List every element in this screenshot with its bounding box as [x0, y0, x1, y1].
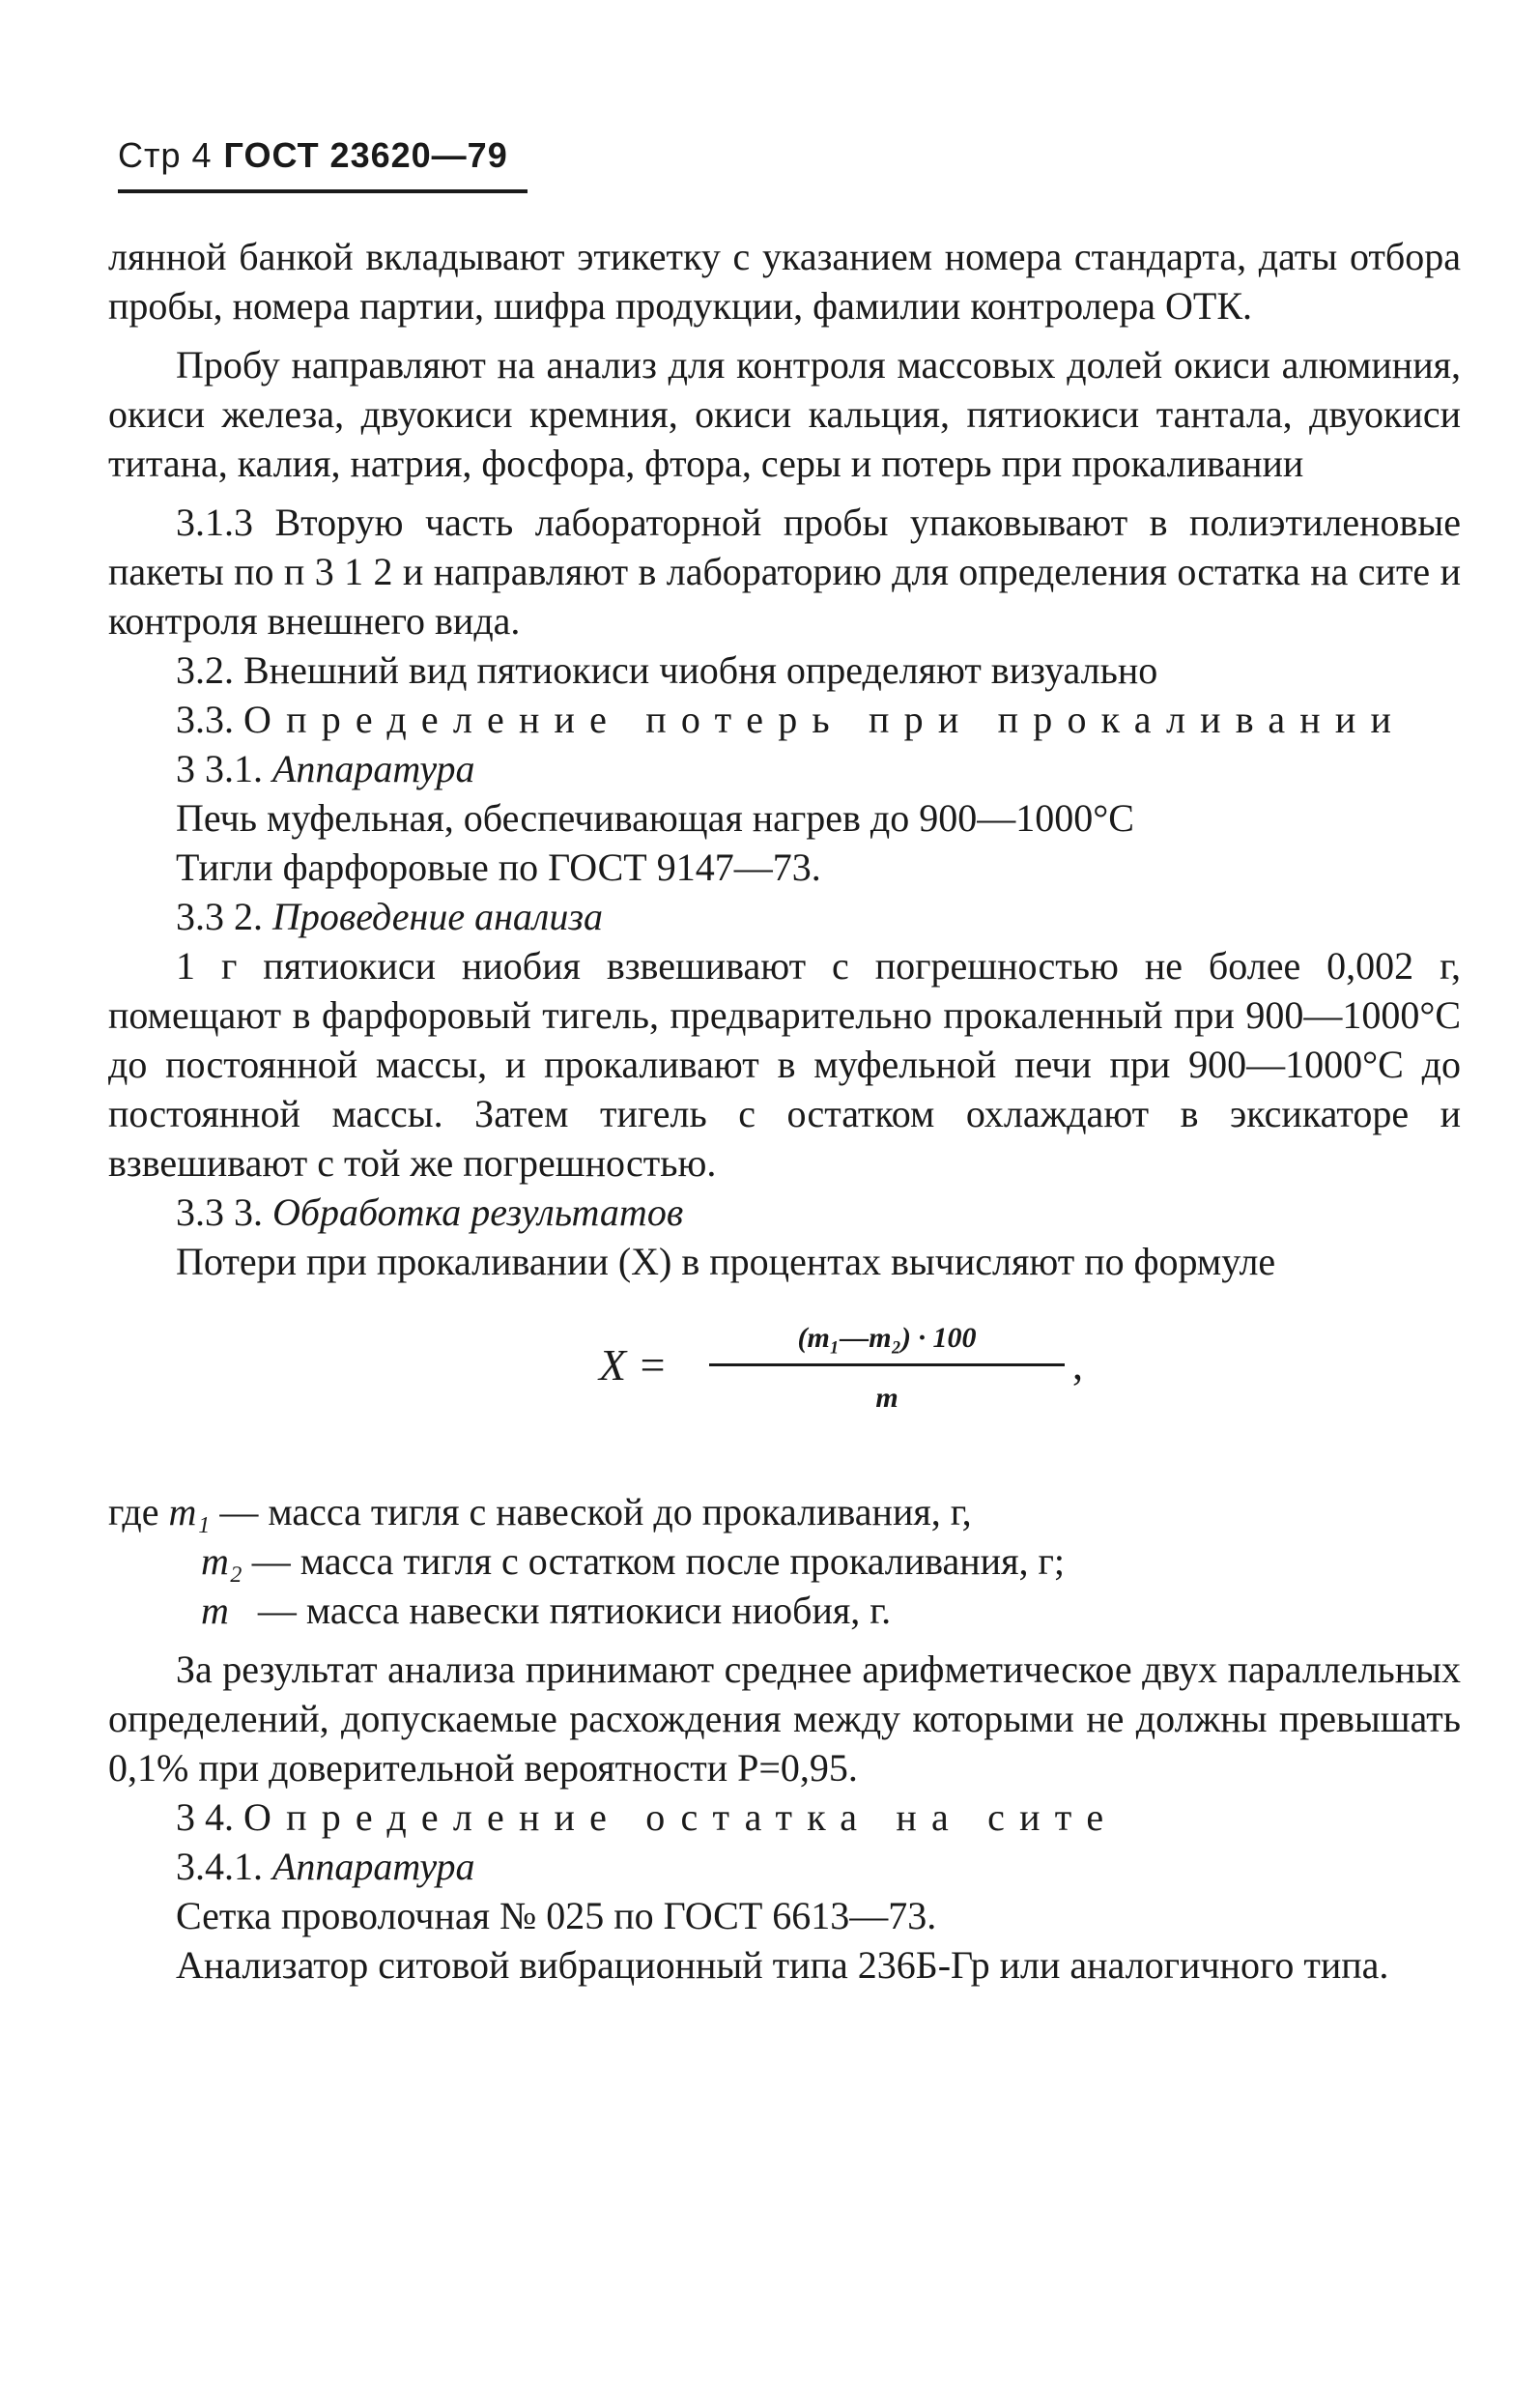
- section-3-3-3-heading: [108, 1188, 1461, 1237]
- paragraph-3-2: 3.2. Внешний вид пятиокиси чиобня определяют визуально: [176, 648, 1158, 692]
- header-rule: [118, 189, 528, 193]
- standard-designation: ГОСТ 23620—79: [223, 135, 508, 175]
- paragraph-procedure: 1 г пятиокиси ниобия взвешивают с погрешностью не более 0,002 г, помещают в фарфоровый тигель, предварительно прокаленный при 900—1000°С до постоянной массы, и прокаливают в муфельной печи при 900—1000°С до постоянной массы. Затем тигель с остатком охлаждают в эксикаторе и взвешивают с той же погрешностью.: [108, 944, 1461, 1185]
- formula-comma: ,: [1072, 1341, 1083, 1389]
- section-3-3-title: Определение потерь при прокаливании: [243, 698, 1407, 741]
- definition-m1: [108, 1487, 1461, 1536]
- definition-var-m1: m₁: [168, 1490, 211, 1533]
- formula-numerator: (m₁—m₂) · 100: [797, 1322, 977, 1354]
- page-number-label: Стр 4: [118, 135, 213, 175]
- formula-loss-on-ignition: [108, 1313, 1461, 1448]
- section-3-3-1-heading: [108, 744, 1461, 793]
- paragraph-crucibles: Тигли фарфоровые по ГОСТ 9147—73.: [176, 845, 821, 889]
- paragraph-sieve-mesh: Сетка проволочная № 025 по ГОСТ 6613—73.: [176, 1894, 937, 1937]
- variable-definitions: [108, 1487, 1461, 1635]
- definition-m2: [108, 1536, 1461, 1586]
- section-3-4-heading: [108, 1792, 1461, 1842]
- definition-lead: где: [108, 1490, 159, 1533]
- page-header: [118, 135, 508, 176]
- section-3-3-2-heading: [108, 892, 1461, 941]
- paragraph-3-1-3: 3.1.3 Вторую часть лабораторной пробы упаковывают в полиэтиленовые пакеты по п 3 1 2 и направляют в лабораторию для определения остатка на сите и контроля внешнего вида.: [108, 501, 1461, 643]
- section-3-4-title: Определение остатка на сите: [243, 1795, 1119, 1839]
- section-3-3-3-number: 3.3 3.: [176, 1190, 263, 1234]
- paragraph-furnace: Печь муфельная, обеспечивающая нагрев до 900—1000°С: [176, 796, 1134, 840]
- section-3-3-1-number: 3 3.1.: [176, 747, 263, 790]
- section-3-4-1-number: 3.4.1.: [176, 1845, 263, 1888]
- definition-m: [108, 1586, 1461, 1635]
- paragraph-label-continuation: лянной банкой вкладывают этикетку с указанием номера стандарта, даты отбора пробы, номера партии, шифра продукции, фамилии контролера ОТК.: [108, 235, 1461, 328]
- paragraph-formula-intro: Потери при прокаливании (X) в процентах вычисляют по формуле: [176, 1240, 1276, 1283]
- definition-var-m2: m₂: [201, 1539, 242, 1583]
- section-3-4-number: 3 4.: [176, 1795, 234, 1839]
- section-3-3-1-title: Аппаратура: [272, 747, 475, 790]
- document-body: [108, 232, 1461, 1990]
- paragraph-sieve-analyzer: Анализатор ситовой вибрационный типа 236Б-Гр или аналогичного типа.: [176, 1943, 1389, 1987]
- definition-var-m: m: [201, 1589, 229, 1632]
- section-3-3-3-title: Обработка результатов: [272, 1190, 684, 1234]
- definition-text-m: — масса навески пятиокиси ниобия, г.: [257, 1589, 892, 1632]
- paragraph-result: За результат анализа принимают среднее арифметическое двух параллельных определений, допускаемые расхождения между которыми не должны превышать 0,1% при доверительной вероятности P=0,95.: [108, 1648, 1461, 1790]
- section-3-4-1-title: Аппаратура: [272, 1845, 475, 1888]
- paragraph-sample-analysis: Пробу направляют на анализ для контроля массовых долей окиси алюминия, окиси железа, двуокиси кремния, окиси кальция, пятиокиси тантала, двуокиси титана, калия, натрия, фосфора, фтора, серы и потерь при прокаливании: [108, 343, 1461, 485]
- section-3-3-2-number: 3.3 2.: [176, 895, 263, 938]
- definition-text-m1: — масса тигля с навеской до прокаливания, г,: [219, 1490, 972, 1533]
- formula-denominator: m: [875, 1382, 898, 1414]
- section-3-3-number: 3.3.: [176, 698, 234, 741]
- section-3-3-2-title: Проведение анализа: [272, 895, 603, 938]
- section-3-3-heading: [108, 695, 1461, 744]
- definition-text-m2: — масса тигля с остатком после прокаливания, г;: [251, 1539, 1066, 1583]
- formula-fraction-bar: [709, 1363, 1065, 1366]
- formula-lhs: X =: [599, 1340, 668, 1390]
- section-3-4-1-heading: [108, 1842, 1461, 1891]
